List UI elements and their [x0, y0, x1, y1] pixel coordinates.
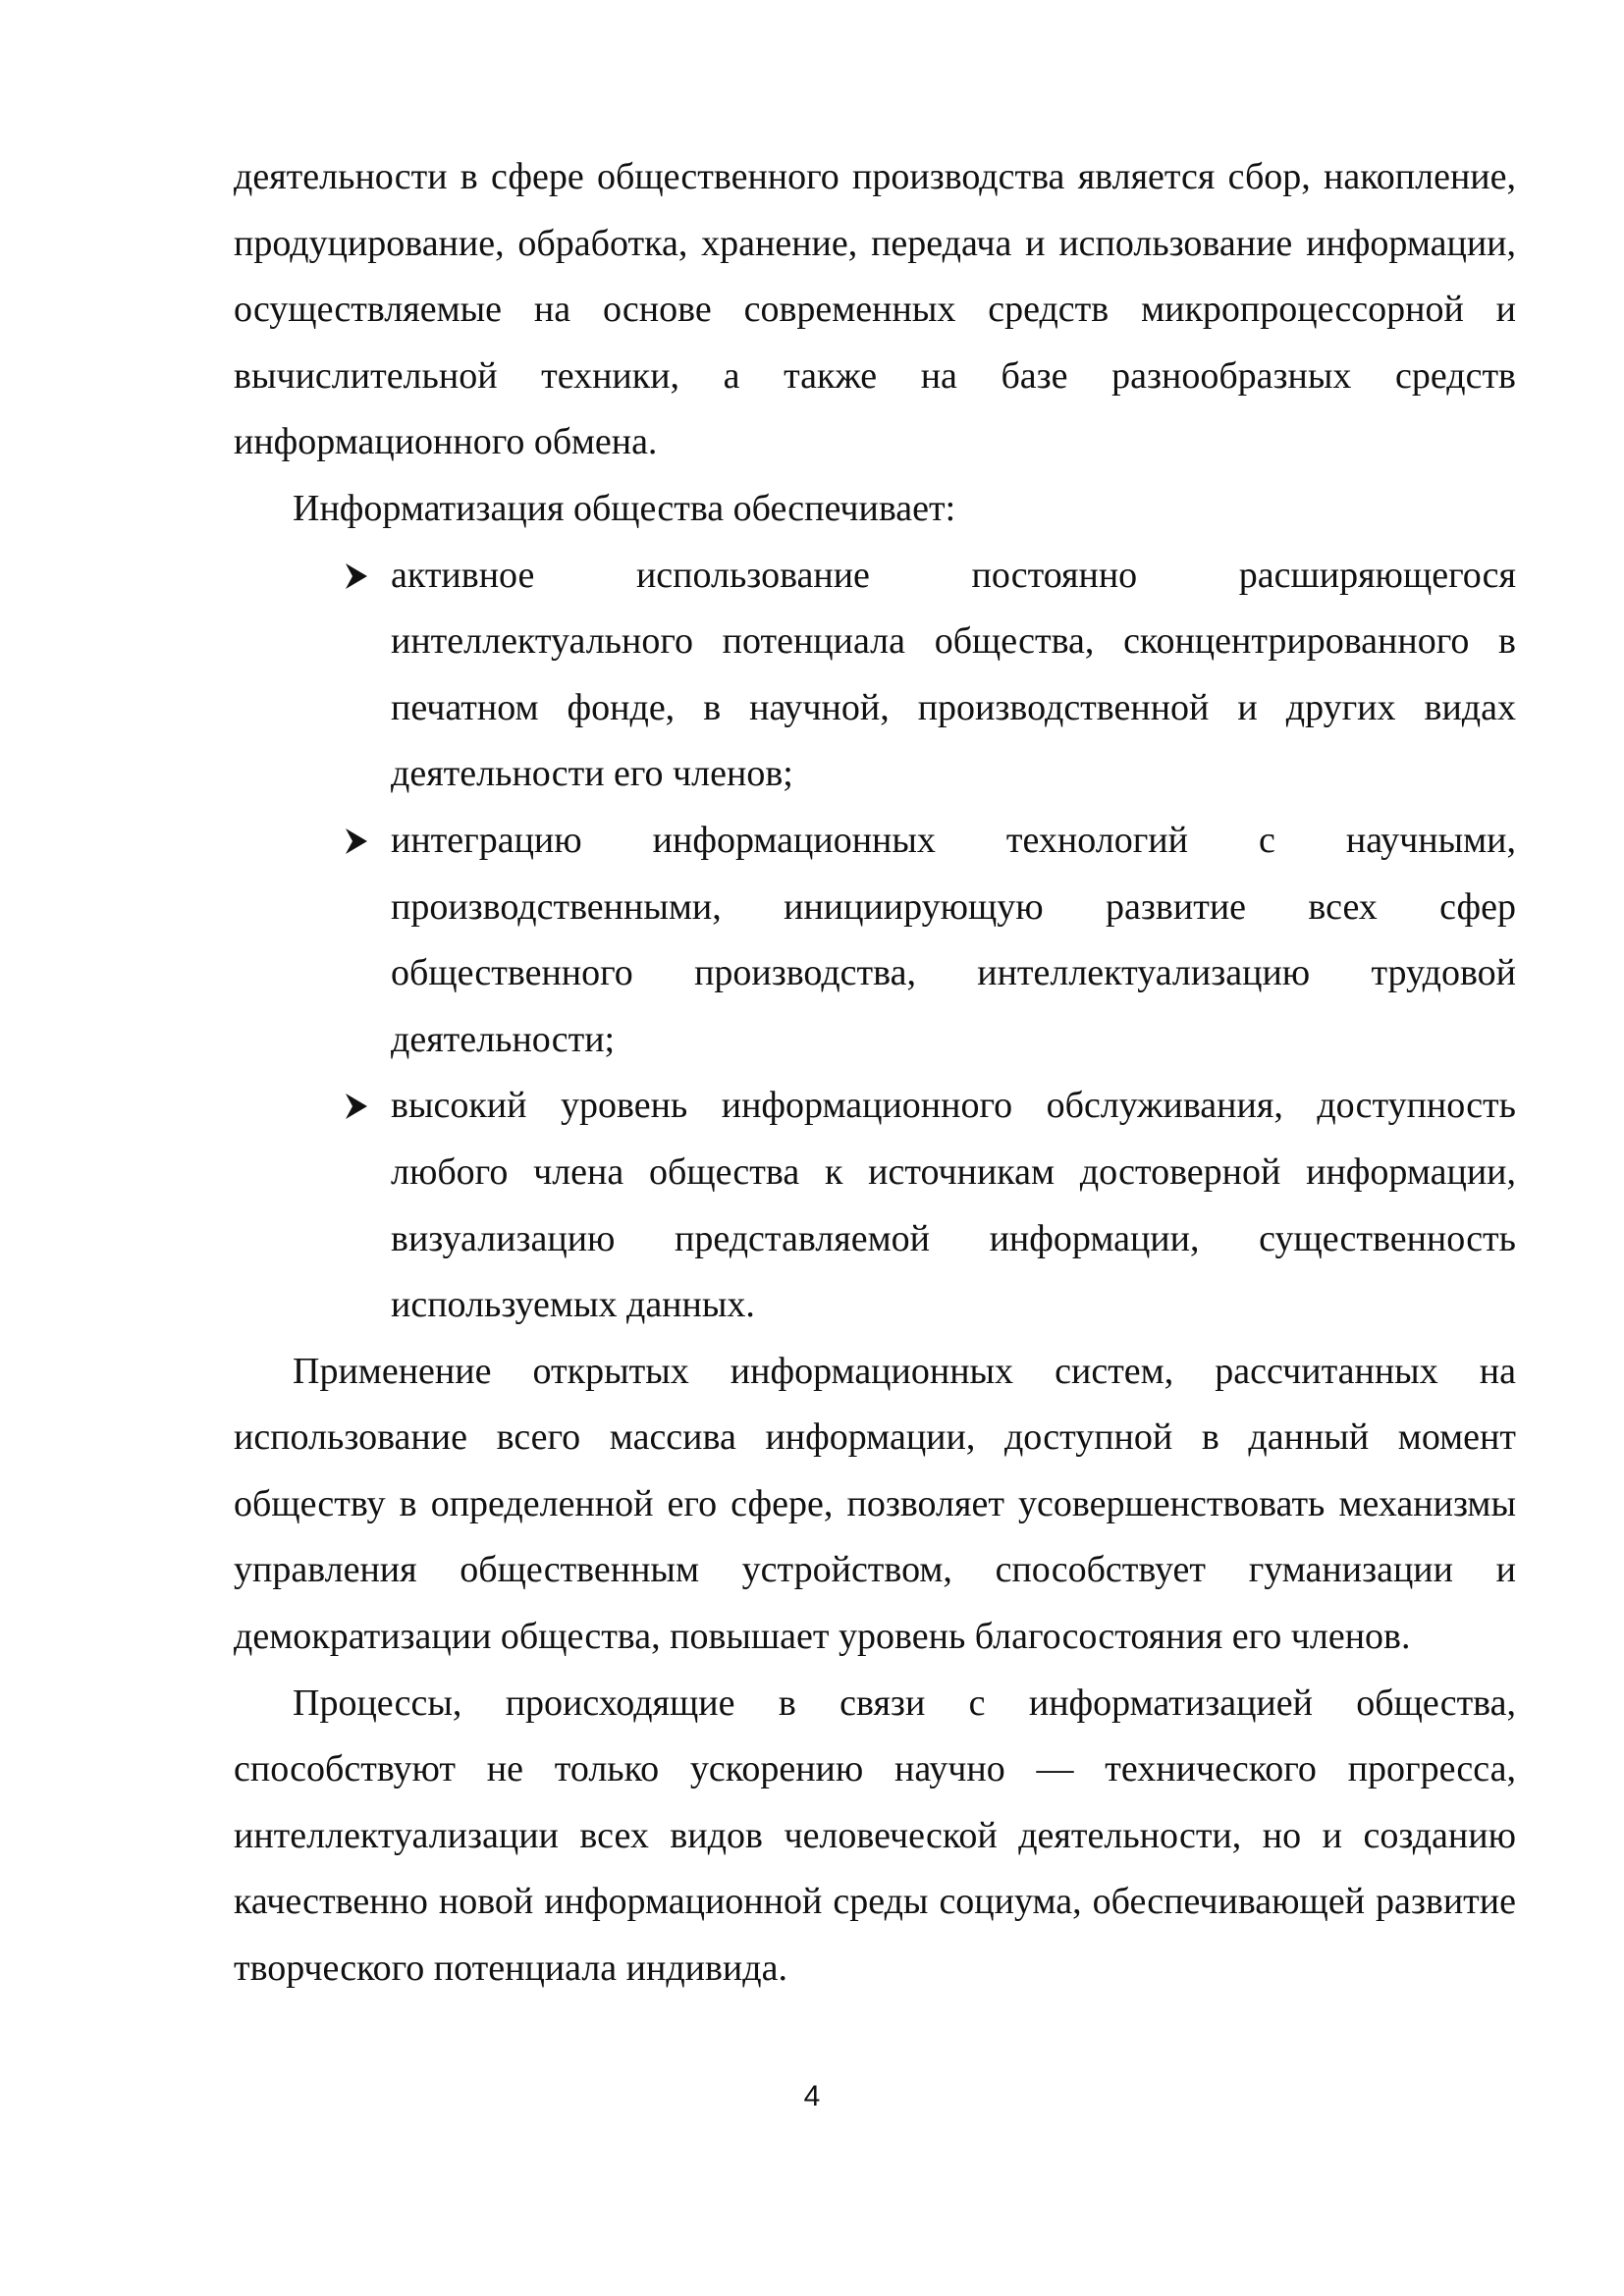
list-item [391, 543, 1516, 808]
paragraph-open-systems: Применение открытых информационных систем, рассчитанных на использование всего массива информации, доступной в данный момент обществу в определенной его сфере, позволяет усовершенствовать механизмы управления общественным устройством, способствует гуманизации и демократизации общества, повышает уровень благосостояния его членов. [234, 1350, 1516, 1658]
list-item [391, 808, 1516, 1073]
arrowhead-bullet-icon [344, 561, 369, 591]
paragraph-intro: Информатизация общества обеспечивает: [293, 487, 956, 529]
arrowhead-bullet-icon [344, 827, 369, 856]
list-item [391, 1073, 1516, 1338]
page-number: 4 [803, 2080, 821, 2112]
arrowhead-bullet-icon [344, 1092, 369, 1121]
bullet-list [234, 543, 1516, 1339]
paragraph-continuation: деятельности в сфере общественного производства является сбор, накопление, продуцирование, обработка, хранение, передача и использование информации, осуществляемые на основе современных средств микропроцессорной и вычислительной техники, а также на базе разнообразных средств информационного обмена. [234, 156, 1516, 463]
bullet-text: активное использование постоянно расширяющегося интеллектуального потенциала общества, сконцентрированного в печатном фонде, в научной, производственной и других видах деятельности его членов; [391, 554, 1516, 795]
body-text [234, 144, 1516, 2002]
bullet-text: высокий уровень информационного обслуживания, доступность любого члена общества к источникам достоверной информации, визуализацию представляемой информации, существенность используемых данных. [391, 1085, 1516, 1326]
bullet-text: интеграцию информационных технологий с научными, производственными, инициирующую развитие всех сфер общественного производства, интеллектуализацию трудовой деятельности; [391, 819, 1516, 1060]
paragraph-processes: Процессы, происходящие в связи с информатизацией общества, способствуют не только ускорению научно — технического прогресса, интеллектуализации всех видов человеческой деятельности, но и созданию качественно новой информационной среды социума, обеспечивающей развитие творческого потенциала индивида. [234, 1682, 1516, 1990]
